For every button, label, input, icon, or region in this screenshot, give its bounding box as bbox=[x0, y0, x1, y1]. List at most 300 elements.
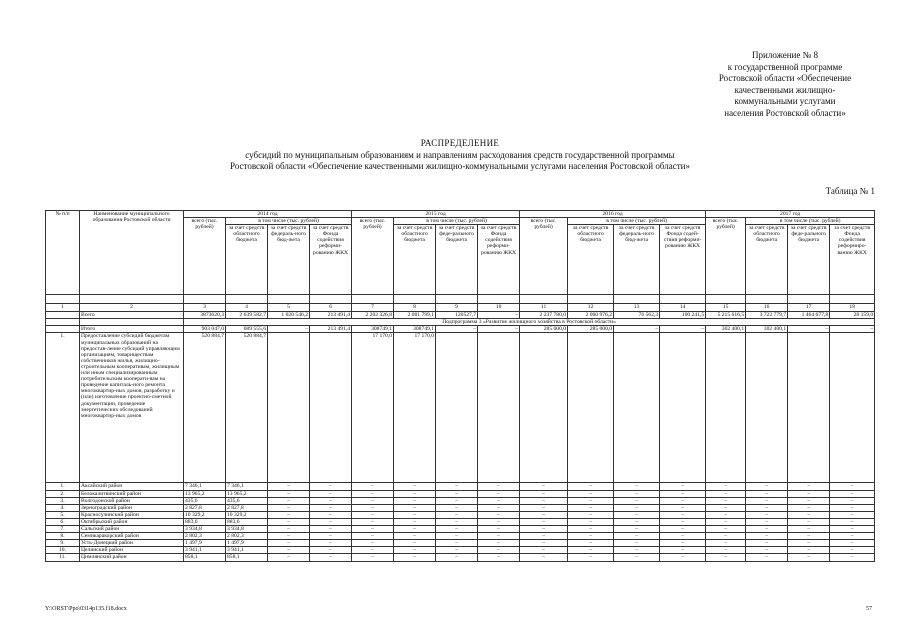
subprogram-row bbox=[46, 319, 875, 326]
table-cell: – bbox=[660, 326, 706, 333]
dash-cell: – bbox=[352, 504, 394, 511]
district-number: 2. bbox=[46, 490, 80, 497]
district-regional-2014: 2 827,8 bbox=[226, 504, 268, 511]
district-name: Волгодонской район bbox=[80, 497, 184, 504]
dash-cell: – bbox=[706, 504, 746, 511]
district-total-2014: 10 329,2 bbox=[184, 511, 226, 518]
dash-cell: – bbox=[268, 526, 310, 533]
dash-cell: – bbox=[268, 554, 310, 561]
dash-cell: – bbox=[352, 497, 394, 504]
dash-cell: – bbox=[568, 511, 614, 518]
dash-cell: – bbox=[478, 504, 520, 511]
dash-cell: – bbox=[478, 511, 520, 518]
table-cell: 285 000,0 bbox=[568, 326, 614, 333]
table-cell: 308749,1 bbox=[352, 326, 394, 333]
header-2016-federal: за счет средств федераль-ного бюд-жета bbox=[614, 225, 660, 295]
header-2015-fund: за счет средств Фонда содействия реформи-рованию ЖКХ bbox=[478, 225, 520, 295]
dash-cell: – bbox=[788, 518, 830, 525]
dash-cell: – bbox=[788, 526, 830, 533]
table-cell bbox=[746, 333, 788, 483]
table-cell bbox=[706, 333, 746, 483]
column-number: 10 bbox=[478, 304, 520, 312]
dash-cell: – bbox=[394, 497, 436, 504]
header-year-2015: 2015 год bbox=[352, 211, 520, 218]
dash-cell: – bbox=[268, 547, 310, 554]
district-total-2014: 13 965,2 bbox=[184, 490, 226, 497]
table-cell: – bbox=[268, 326, 310, 333]
header-year-2017: 2017 год bbox=[706, 211, 875, 218]
dash-cell: – bbox=[310, 540, 352, 547]
dash-cell: – bbox=[520, 533, 568, 540]
dash-cell: – bbox=[830, 540, 875, 547]
table-cell: 2 237 780,0 bbox=[520, 312, 568, 319]
district-regional-2014: 435,6 bbox=[226, 497, 268, 504]
itogo-row bbox=[46, 326, 875, 333]
dash-cell: – bbox=[268, 497, 310, 504]
dash-cell: – bbox=[394, 518, 436, 525]
header-2015-federal: за счет средств феде-рального бюджета bbox=[436, 225, 478, 295]
dash-cell: – bbox=[352, 547, 394, 554]
dash-cell: – bbox=[746, 526, 788, 533]
header-2016-fund: за счет средств Фонда содей-ствия реформи-рованию ЖКХ bbox=[660, 225, 706, 295]
table-cell: 520 884,7 bbox=[226, 333, 268, 483]
dash-cell: – bbox=[310, 497, 352, 504]
dash-cell: – bbox=[660, 483, 706, 490]
dash-cell: – bbox=[478, 540, 520, 547]
dash-cell: – bbox=[268, 483, 310, 490]
table-cell: 2 639 582,7 bbox=[226, 312, 268, 319]
dash-cell: – bbox=[568, 526, 614, 533]
district-number: 1. bbox=[46, 483, 80, 490]
dash-cell: – bbox=[706, 533, 746, 540]
dash-cell: – bbox=[746, 483, 788, 490]
dash-cell: – bbox=[660, 511, 706, 518]
table-cell: 3 722 779,7 bbox=[746, 312, 788, 319]
subprogram-title: Подпрограмма 3 «Развитие жилищного хозяйства в Ростовской области» bbox=[184, 319, 875, 326]
appendix-note: Приложение № 8 к государственной программе Ростовской области «Обеспечение качественными жилищно- коммунальными услугами населения Ростовской области» bbox=[718, 50, 852, 118]
dash-cell: – bbox=[352, 511, 394, 518]
dash-cell: – bbox=[436, 554, 478, 561]
dash-cell: – bbox=[660, 540, 706, 547]
dash-cell: – bbox=[746, 497, 788, 504]
dash-cell: – bbox=[310, 490, 352, 497]
dash-cell: – bbox=[746, 490, 788, 497]
table-cell: 3873620,3 bbox=[184, 312, 226, 319]
table-cell bbox=[268, 333, 310, 483]
table-cell bbox=[830, 333, 875, 483]
table-cell: 100 241,5 bbox=[660, 312, 706, 319]
district-row bbox=[46, 511, 875, 518]
dash-cell: – bbox=[268, 518, 310, 525]
district-number: 10. bbox=[46, 547, 80, 554]
dash-cell: – bbox=[660, 526, 706, 533]
dash-cell: – bbox=[706, 526, 746, 533]
dash-cell: – bbox=[268, 511, 310, 518]
table-cell bbox=[46, 312, 80, 319]
dash-cell: – bbox=[310, 504, 352, 511]
dash-cell: – bbox=[660, 490, 706, 497]
table-cell bbox=[46, 326, 80, 333]
district-total-2014: 3 941,1 bbox=[184, 547, 226, 554]
dash-cell: – bbox=[788, 533, 830, 540]
header-2016-regional: за счет средств областного бюджета bbox=[568, 225, 614, 295]
header-2017-regional: за счет средств областного бюджета bbox=[746, 225, 788, 295]
dash-cell: – bbox=[436, 547, 478, 554]
dash-cell: – bbox=[706, 540, 746, 547]
dash-cell: – bbox=[660, 504, 706, 511]
dash-cell: – bbox=[568, 497, 614, 504]
table-cell: 1. bbox=[46, 333, 80, 483]
table-cell: 120527,7 bbox=[436, 312, 478, 319]
header-total-2016: всего (тыс. рублей) bbox=[520, 218, 568, 295]
dash-cell: – bbox=[788, 554, 830, 561]
dash-cell: – bbox=[660, 547, 706, 554]
column-number: 14 bbox=[660, 304, 706, 312]
dash-cell: – bbox=[568, 533, 614, 540]
dash-cell: – bbox=[746, 533, 788, 540]
district-regional-2014: 1 497,9 bbox=[226, 540, 268, 547]
district-name: Целинский район bbox=[80, 547, 184, 554]
dash-cell: – bbox=[660, 533, 706, 540]
header-2015-regional: за счет средств областного бюджета bbox=[394, 225, 436, 295]
district-total-2014: 7 346,1 bbox=[184, 483, 226, 490]
dash-cell: – bbox=[746, 518, 788, 525]
header-including-2015: в том числе (тыс. рублей) bbox=[394, 218, 520, 225]
district-number: 4. bbox=[46, 504, 80, 511]
dash-cell: – bbox=[478, 518, 520, 525]
header-including-2016: в том числе (тыс. рублей) bbox=[568, 218, 706, 225]
dash-cell: – bbox=[478, 533, 520, 540]
dash-cell: – bbox=[568, 540, 614, 547]
district-row bbox=[46, 504, 875, 511]
dash-cell: – bbox=[614, 526, 660, 533]
table-cell: – bbox=[614, 326, 660, 333]
table-cell: 302 400,1 bbox=[706, 326, 746, 333]
table-cell: 213 491,4 bbox=[310, 312, 352, 319]
dash-cell: – bbox=[436, 526, 478, 533]
row-label: Предоставление субсидий бюджетам муниципальных образований на предостав-ление субсидий управляющим организациям, товариществам собственников жилья, жилищно-строительным кооперативам, жилищным или иным специализированным потребительским кооперати-вам на проведение капиталь-ного ремонта многоквартир-ных домов, разработку и (или) изготовление проектно-сметной документации, проведение энергетических обследований многоквартир-ных домов bbox=[80, 333, 184, 483]
total-row bbox=[46, 312, 875, 319]
measure-row bbox=[46, 333, 875, 483]
dash-cell: – bbox=[394, 504, 436, 511]
district-regional-2014: 883,6 bbox=[226, 518, 268, 525]
header-2014-regional: за счет средств областного бюджета bbox=[226, 225, 268, 295]
dash-cell: – bbox=[568, 554, 614, 561]
district-regional-2014: 13 965,2 bbox=[226, 490, 268, 497]
dash-cell: – bbox=[520, 554, 568, 561]
dash-cell: – bbox=[830, 547, 875, 554]
dash-cell: – bbox=[478, 490, 520, 497]
dash-cell: – bbox=[568, 483, 614, 490]
dash-cell: – bbox=[520, 511, 568, 518]
column-number: 16 bbox=[746, 304, 788, 312]
dash-cell: – bbox=[268, 540, 310, 547]
dash-cell: – bbox=[436, 483, 478, 490]
dash-cell: – bbox=[614, 511, 660, 518]
district-name: Цимлянский район bbox=[80, 554, 184, 561]
dash-cell: – bbox=[268, 533, 310, 540]
district-name: Октябрьский район bbox=[80, 518, 184, 525]
dash-cell: – bbox=[660, 554, 706, 561]
district-number: 7. bbox=[46, 526, 80, 533]
dash-cell: – bbox=[352, 483, 394, 490]
dash-cell: – bbox=[706, 490, 746, 497]
dash-cell: – bbox=[614, 518, 660, 525]
column-number: 5 bbox=[268, 304, 310, 312]
district-row bbox=[46, 483, 875, 490]
dash-cell: – bbox=[614, 547, 660, 554]
table-cell bbox=[310, 333, 352, 483]
dash-cell: – bbox=[310, 554, 352, 561]
table-cell: 2 202 326,8 bbox=[352, 312, 394, 319]
district-number: 9. bbox=[46, 540, 80, 547]
dash-cell: – bbox=[436, 533, 478, 540]
header-spacer-row bbox=[46, 295, 875, 304]
dash-cell: – bbox=[746, 554, 788, 561]
header-year-2014: 2014 год bbox=[184, 211, 352, 218]
dash-cell: – bbox=[788, 504, 830, 511]
district-row bbox=[46, 526, 875, 533]
dash-cell: – bbox=[788, 490, 830, 497]
header-2017-fund: за счет средств Фонда содействия реформиро-ванию ЖКХ bbox=[830, 225, 875, 295]
dash-cell: – bbox=[746, 511, 788, 518]
district-total-2014: 1 497,9 bbox=[184, 540, 226, 547]
district-name: Белокалитвинский район bbox=[80, 490, 184, 497]
dash-cell: – bbox=[394, 533, 436, 540]
district-name: Зерноградский район bbox=[80, 504, 184, 511]
district-regional-2014: 858,1 bbox=[226, 554, 268, 561]
district-name: Красносулинский район bbox=[80, 511, 184, 518]
dash-cell: – bbox=[568, 518, 614, 525]
dash-cell: – bbox=[310, 518, 352, 525]
district-number: 6. bbox=[46, 518, 80, 525]
dash-cell: – bbox=[310, 483, 352, 490]
district-row bbox=[46, 518, 875, 525]
district-regional-2014: 3 941,1 bbox=[226, 547, 268, 554]
column-number: 6 bbox=[310, 304, 352, 312]
dash-cell: – bbox=[706, 483, 746, 490]
dash-cell: – bbox=[660, 497, 706, 504]
dash-cell: – bbox=[788, 540, 830, 547]
header-including-2014: в том числе (тыс. рублей) bbox=[226, 218, 352, 225]
dash-cell: – bbox=[746, 540, 788, 547]
dash-cell: – bbox=[352, 554, 394, 561]
table-cell: – bbox=[436, 326, 478, 333]
title-line-2: субсидий по муниципальным образованиям и направлениям расходования средств государственной программы bbox=[245, 149, 675, 160]
district-total-2014: 3 934,8 bbox=[184, 526, 226, 533]
table-cell: 689 555,6 bbox=[226, 326, 268, 333]
table-cell bbox=[436, 333, 478, 483]
dash-cell: – bbox=[520, 540, 568, 547]
dash-cell: – bbox=[830, 554, 875, 561]
dash-cell: – bbox=[830, 504, 875, 511]
dash-cell: – bbox=[352, 533, 394, 540]
dash-cell: – bbox=[614, 540, 660, 547]
table-cell: 17 170,0 bbox=[394, 333, 436, 483]
column-number: 12 bbox=[568, 304, 614, 312]
dash-cell: – bbox=[614, 483, 660, 490]
dash-cell: – bbox=[614, 504, 660, 511]
district-number: 5. bbox=[46, 511, 80, 518]
header-2014-fund: за счет средств Фонда содействия реформи-рованию ЖКХ bbox=[310, 225, 352, 295]
dash-cell: – bbox=[614, 490, 660, 497]
district-row bbox=[46, 554, 875, 561]
table-cell: 1 464 677,8 bbox=[788, 312, 830, 319]
footer-file-path: Y:\ORST\Ppo\0314p135.f18.docx bbox=[45, 606, 127, 612]
table-cell bbox=[478, 333, 520, 483]
table-cell: – bbox=[478, 326, 520, 333]
table-cell bbox=[614, 333, 660, 483]
district-number: 8. bbox=[46, 533, 80, 540]
table-cell: 5 215 616,5 bbox=[706, 312, 746, 319]
row-label: Итого bbox=[80, 326, 184, 333]
dash-cell: – bbox=[660, 518, 706, 525]
dash-cell: – bbox=[478, 554, 520, 561]
district-number: 3. bbox=[46, 497, 80, 504]
column-number: 2 bbox=[80, 304, 184, 312]
table-cell bbox=[46, 319, 80, 326]
column-number: 13 bbox=[614, 304, 660, 312]
table-label: Таблица № 1 bbox=[825, 186, 875, 196]
dash-cell: – bbox=[830, 533, 875, 540]
district-regional-2014: 3 934,8 bbox=[226, 526, 268, 533]
district-total-2014: 883,6 bbox=[184, 518, 226, 525]
dash-cell: – bbox=[706, 497, 746, 504]
district-name: Сальский район bbox=[80, 526, 184, 533]
district-total-2014: 858,1 bbox=[184, 554, 226, 561]
table-cell: 17 170,0 bbox=[352, 333, 394, 483]
table-cell bbox=[568, 333, 614, 483]
column-number: 17 bbox=[788, 304, 830, 312]
dash-cell: – bbox=[394, 511, 436, 518]
table-cell bbox=[660, 333, 706, 483]
dash-cell: – bbox=[520, 497, 568, 504]
header-no: № п/п bbox=[46, 211, 80, 295]
column-number: 18 bbox=[830, 304, 875, 312]
dash-cell: – bbox=[394, 483, 436, 490]
header-name: Наименование муниципального образования Ростовской области bbox=[80, 211, 184, 295]
dash-cell: – bbox=[436, 497, 478, 504]
column-number: 8 bbox=[394, 304, 436, 312]
dash-cell: – bbox=[706, 518, 746, 525]
dash-cell: – bbox=[830, 518, 875, 525]
header-year-2016: 2016 год bbox=[520, 211, 706, 218]
table-cell: 285 000,0 bbox=[520, 326, 568, 333]
district-name: Аксайский район bbox=[80, 483, 184, 490]
dash-cell: – bbox=[788, 483, 830, 490]
header-total-2015: всего (тыс. рублей) bbox=[352, 218, 394, 295]
district-total-2014: 2 802,3 bbox=[184, 533, 226, 540]
table-cell: 308749,1 bbox=[394, 326, 436, 333]
dash-cell: – bbox=[436, 511, 478, 518]
district-number: 11. bbox=[46, 554, 80, 561]
district-total-2014: 435,6 bbox=[184, 497, 226, 504]
table-cell bbox=[520, 333, 568, 483]
district-row bbox=[46, 497, 875, 504]
district-name: Семикаракорский район bbox=[80, 533, 184, 540]
header-including-2017: в том числе (тыс. рублей) bbox=[746, 218, 875, 225]
dash-cell: – bbox=[268, 504, 310, 511]
row-label: Всего bbox=[80, 312, 184, 319]
dash-cell: – bbox=[706, 511, 746, 518]
title-line-1: РАСПРЕДЕЛЕНИЕ bbox=[420, 138, 500, 148]
dash-cell: – bbox=[520, 547, 568, 554]
district-row bbox=[46, 540, 875, 547]
dash-cell: – bbox=[746, 547, 788, 554]
dash-cell: – bbox=[830, 497, 875, 504]
dash-cell: – bbox=[746, 504, 788, 511]
dash-cell: – bbox=[788, 547, 830, 554]
district-regional-2014: 2 802,3 bbox=[226, 533, 268, 540]
dash-cell: – bbox=[520, 518, 568, 525]
district-row bbox=[46, 547, 875, 554]
table-cell: – bbox=[830, 326, 875, 333]
dash-cell: – bbox=[394, 554, 436, 561]
table-cell bbox=[788, 333, 830, 483]
dash-cell: – bbox=[310, 533, 352, 540]
dash-cell: – bbox=[310, 511, 352, 518]
column-number: 3 bbox=[184, 304, 226, 312]
dash-cell: – bbox=[436, 518, 478, 525]
dash-cell: – bbox=[478, 526, 520, 533]
dash-cell: – bbox=[352, 526, 394, 533]
dash-cell: – bbox=[478, 497, 520, 504]
district-total-2014: 2 827,8 bbox=[184, 504, 226, 511]
dash-cell: – bbox=[788, 497, 830, 504]
table-cell bbox=[80, 319, 184, 326]
dash-cell: – bbox=[394, 526, 436, 533]
district-name: Усть-Донецкий район bbox=[80, 540, 184, 547]
dash-cell: – bbox=[614, 533, 660, 540]
dash-cell: – bbox=[436, 490, 478, 497]
table-cell: 2 060 976,2 bbox=[568, 312, 614, 319]
header-2014-federal: за счет средств федераль-ного бюд-жета bbox=[268, 225, 310, 295]
dash-cell: – bbox=[788, 511, 830, 518]
table-cell: – bbox=[788, 326, 830, 333]
dash-cell: – bbox=[268, 490, 310, 497]
dash-cell: – bbox=[568, 547, 614, 554]
table-cell: 520 884,7 bbox=[184, 333, 226, 483]
column-number: 4 bbox=[226, 304, 268, 312]
table-cell: 2 081 799,1 bbox=[394, 312, 436, 319]
district-row bbox=[46, 533, 875, 540]
table-cell: – bbox=[478, 312, 520, 319]
table-cell: 28 159,0 bbox=[830, 312, 875, 319]
dash-cell: – bbox=[352, 540, 394, 547]
column-number: 1 bbox=[46, 304, 80, 312]
dash-cell: – bbox=[520, 504, 568, 511]
dash-cell: – bbox=[310, 526, 352, 533]
dash-cell: – bbox=[520, 526, 568, 533]
dash-cell: – bbox=[830, 511, 875, 518]
column-number: 9 bbox=[436, 304, 478, 312]
dash-cell: – bbox=[706, 547, 746, 554]
dash-cell: – bbox=[830, 490, 875, 497]
dash-cell: – bbox=[310, 547, 352, 554]
dash-cell: – bbox=[394, 547, 436, 554]
dash-cell: – bbox=[478, 483, 520, 490]
dash-cell: – bbox=[520, 483, 568, 490]
column-number: 7 bbox=[352, 304, 394, 312]
header-total-2014: всего (тыс. рублей) bbox=[184, 218, 226, 295]
header-total-2017: всего (тыс. рублей) bbox=[706, 218, 746, 295]
header-2017-federal: за счет средств феде-рального бюджета bbox=[788, 225, 830, 295]
dash-cell: – bbox=[436, 504, 478, 511]
column-numbers-row bbox=[46, 304, 875, 312]
table-cell: 76 562,3 bbox=[614, 312, 660, 319]
dash-cell: – bbox=[352, 518, 394, 525]
dash-cell: – bbox=[830, 483, 875, 490]
